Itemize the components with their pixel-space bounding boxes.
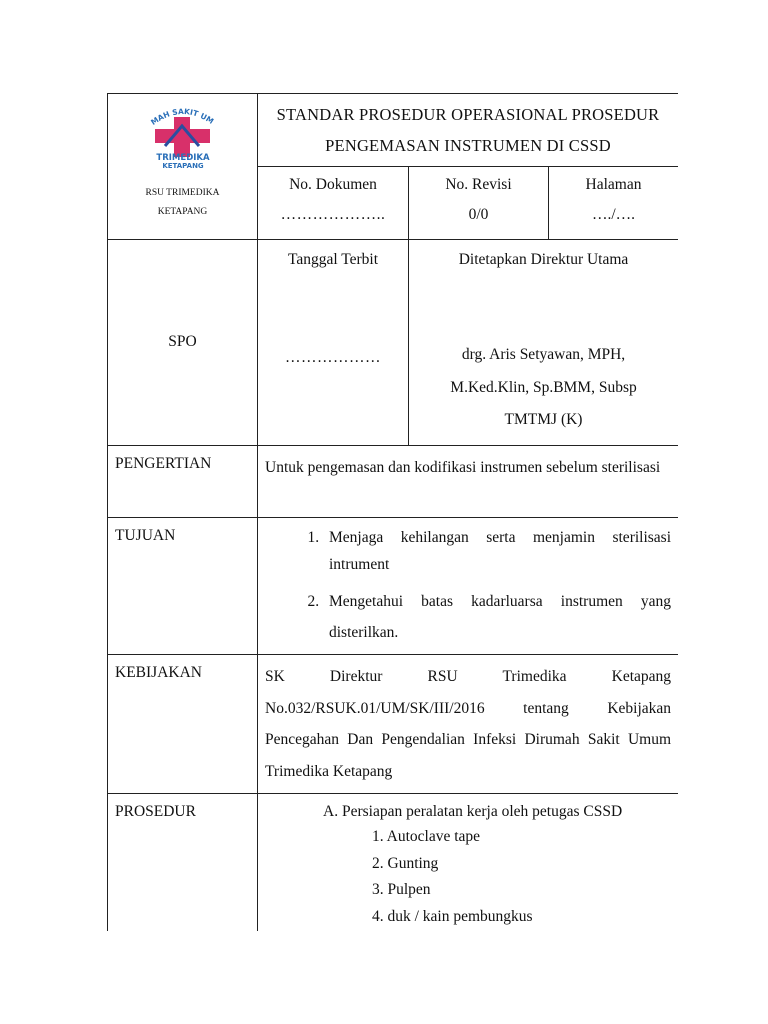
- list-item: 1. Autoclave tape: [372, 828, 481, 846]
- kebijakan-label: KEBIJAKAN: [108, 655, 258, 794]
- director-name: drg. Aris Setyawan, MPH, M.Ked.Klin, Sp.BMM, Subsp TMTMJ (K): [450, 346, 637, 429]
- logo-name-line2: KETAPANG: [161, 162, 204, 170]
- hospital-name: RSU TRIMEDIKA KETAPANG: [145, 188, 220, 218]
- doc-number-label: No. Dokumen: [289, 176, 377, 193]
- pengertian-label: PENGERTIAN: [108, 446, 258, 518]
- spo-label: SPO: [108, 240, 258, 446]
- page-value: …./….: [591, 206, 636, 224]
- list-item: 2. Mengetahui batas kadarluarsa instrumen yang disterilkan.: [323, 586, 671, 648]
- list-item: 1. Menjaga kehilangan serta menjamin sterilisasi intrument: [323, 524, 671, 578]
- tujuan-cell: [258, 518, 679, 655]
- issue-date-label: Tanggal Terbit: [287, 251, 379, 268]
- prosedur-step-a: A. Persiapan peralatan kerja oleh petugas CSSD: [323, 803, 623, 820]
- pengertian-text: Untuk pengemasan dan kodifikasi instrumen sebelum sterilisasi: [258, 446, 679, 518]
- hospital-identity-cell: [108, 94, 258, 240]
- list-item: 4. duk / kain pembungkus: [372, 907, 533, 925]
- issue-date-cell: [258, 240, 409, 446]
- page-label: Halaman: [585, 176, 642, 193]
- approval-cell: [409, 240, 679, 446]
- prosedur-label: PROSEDUR: [108, 794, 258, 932]
- revision-cell: [409, 167, 549, 240]
- tujuan-list: [265, 524, 671, 648]
- spo-table: [107, 93, 678, 931]
- list-item: 3. Pulpen: [372, 881, 431, 899]
- page-cell: [549, 167, 679, 240]
- tujuan-label: TUJUAN: [108, 518, 258, 655]
- hospital-logo: [143, 102, 223, 170]
- revision-value: 0/0: [468, 206, 489, 224]
- issue-date-value: ………………: [285, 349, 381, 366]
- approval-label: Ditetapkan Direktur Utama: [458, 251, 629, 268]
- list-item: 2. Gunting: [372, 854, 439, 872]
- kebijakan-text: SK Direktur RSU Trimedika Ketapang No.032/RSUK.01/UM/SK/III/2016 tentang Kebijakan Pencegahan Dan Pengendalian Infeksi Dirumah Sakit Umum Trimedika Ketapang: [258, 655, 679, 794]
- spo-document: [107, 93, 678, 931]
- doc-number-value: ………………..: [280, 206, 386, 224]
- doc-number-cell: [258, 167, 409, 240]
- prosedur-cell: [258, 794, 679, 932]
- logo-name-line1: TRIMEDIKA: [155, 153, 210, 163]
- revision-label: No. Revisi: [445, 176, 512, 193]
- document-title: STANDAR PROSEDUR OPERASIONAL PROSEDUR PENGEMASAN INSTRUMEN DI CSSD: [258, 94, 679, 167]
- logo-arc-text: MAH SAKIT UM: [148, 106, 215, 127]
- prosedur-sublist: [265, 824, 671, 930]
